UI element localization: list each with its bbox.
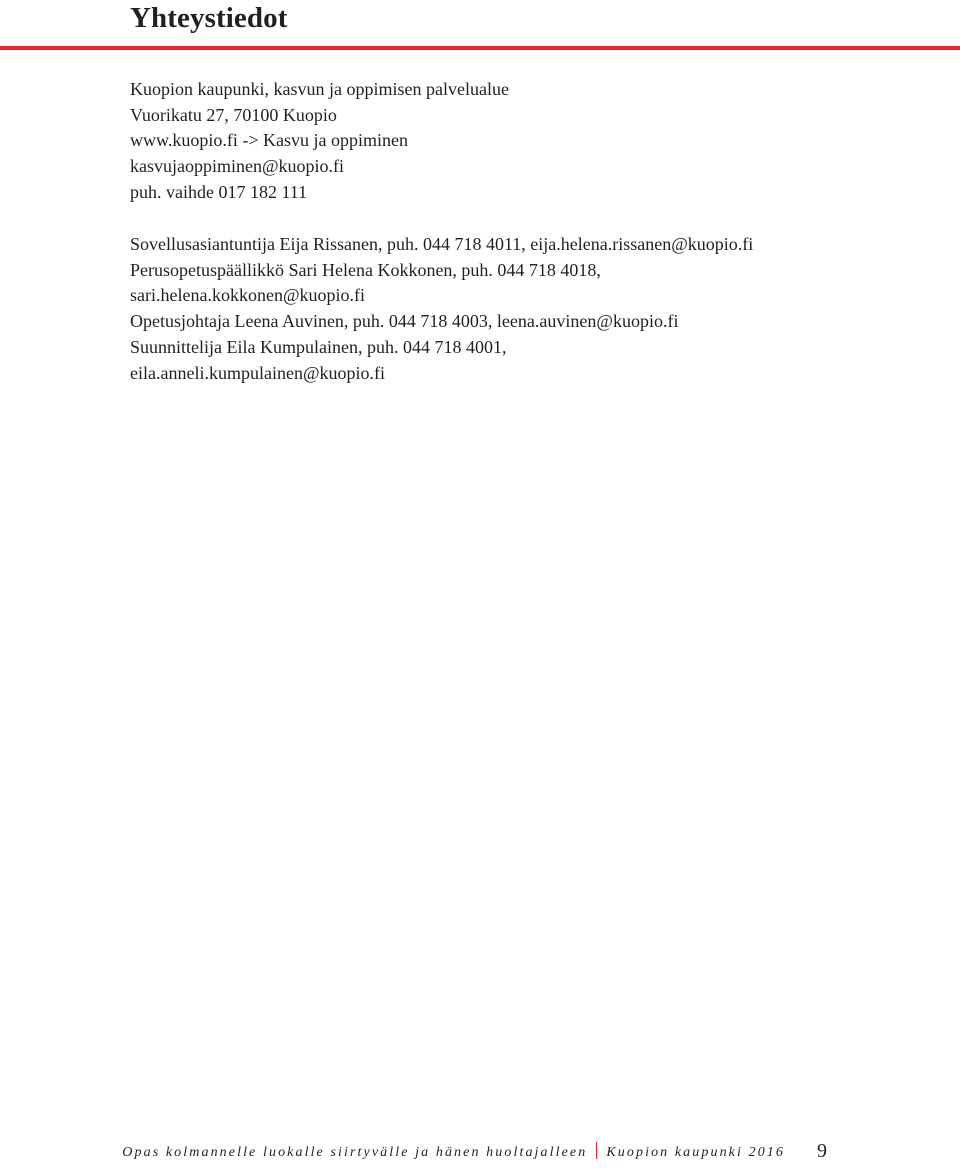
organization-email[interactable]: kasvujaoppiminen@kuopio.fi — [130, 156, 345, 177]
page-title: Yhteystiedot — [130, 2, 288, 34]
page-number: 9 — [817, 1140, 827, 1162]
contact-person-kumpulainen: Suunnittelija Eila Kumpulainen, puh. 044 718 4001, — [130, 336, 507, 357]
organization-address: Vuorikatu 27, 70100 Kuopio — [130, 104, 337, 125]
contact-person-auvinen[interactable]: Opetusjohtaja Leena Auvinen, puh. 044 718 4003, leena.auvinen@kuopio.fi — [130, 311, 679, 332]
contact-person-kokkonen-email[interactable]: sari.helena.kokkonen@kuopio.fi — [130, 285, 366, 306]
contact-person-kumpulainen-email[interactable]: eila.anneli.kumpulainen@kuopio.fi — [130, 362, 386, 383]
organization-name: Kuopion kaupunki, kasvun ja oppimisen palvelualue — [130, 79, 509, 99]
contact-person-kokkonen: Perusopetuspäällikkö Sari Helena Kokkonen, puh. 044 718 4018, — [130, 259, 601, 280]
footer-publisher: Kuopion kaupunki 2016 — [606, 1145, 785, 1160]
footer-divider — [596, 1142, 597, 1159]
organization-phone: puh. vaihde 017 182 111 — [130, 181, 308, 202]
organization-website[interactable]: www.kuopio.fi -> Kasvu ja oppiminen — [130, 130, 408, 151]
page-footer — [0, 1138, 960, 1168]
title-rule — [0, 46, 960, 50]
contact-persons-block — [130, 232, 930, 386]
footer-guide-title: Opas kolmannelle luokalle siirtyvälle ja hänen huoltajalleen — [122, 1145, 588, 1160]
organization-contact-block — [130, 77, 930, 206]
contact-person-rissanen[interactable]: Sovellusasiantuntija Eija Rissanen, puh. 044 718 4011, eija.helena.rissanen@kuopio.fi — [130, 234, 754, 254]
footer-text — [122, 1142, 785, 1161]
